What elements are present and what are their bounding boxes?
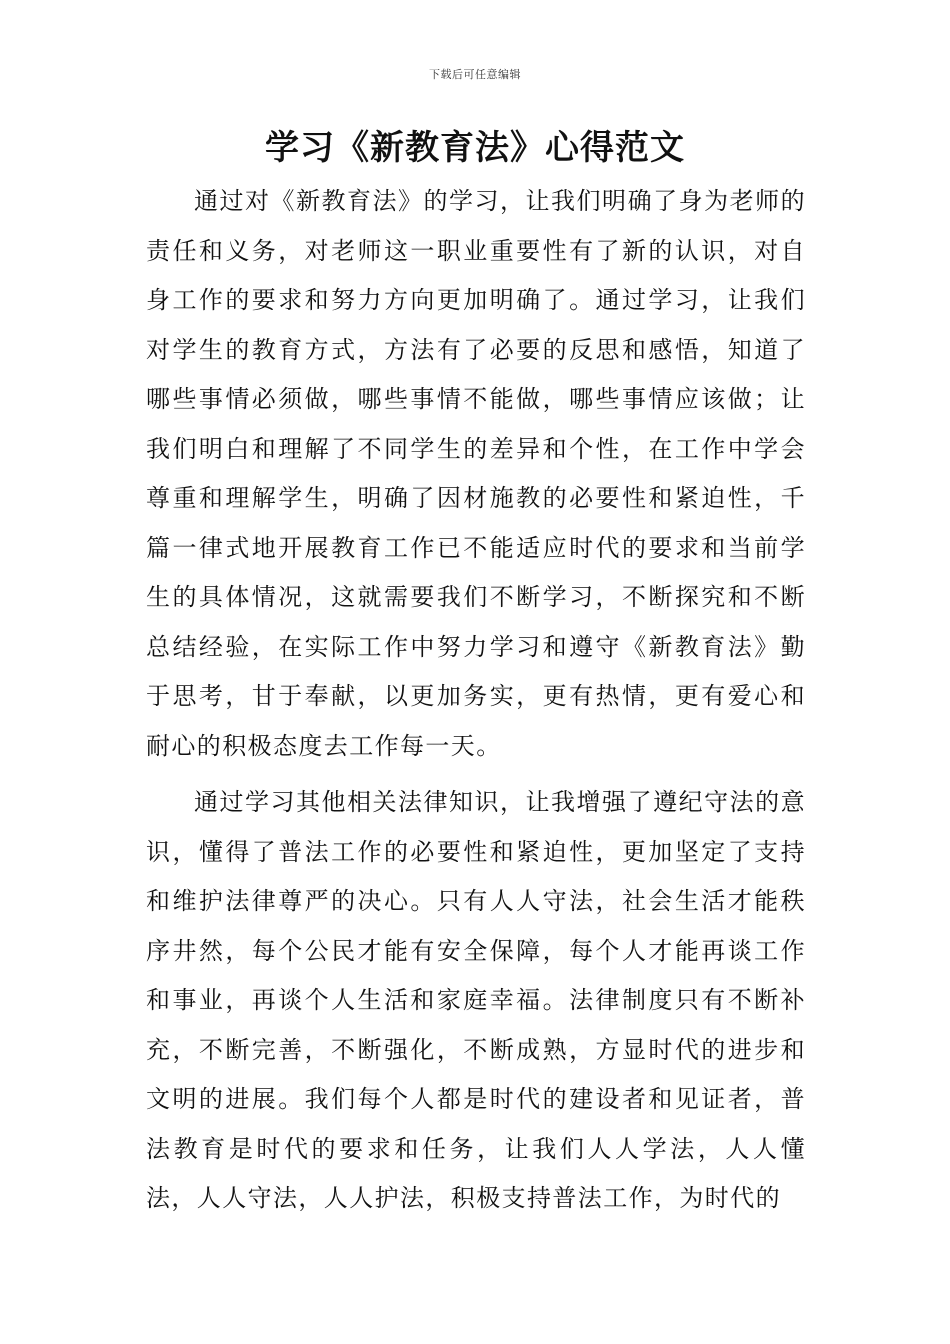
document-body bbox=[146, 177, 806, 1224]
document-title: 学习《新教育法》心得范文 bbox=[265, 128, 685, 168]
paragraph-2: 通过学习其他相关法律知识，让我增强了遵纪守法的意识，懂得了普法工作的必要性和紧迫性，更加坚定了支持和维护法律尊严的决心。只有人人守法，社会生活才能秩序井然，每个公民才能有安全保障，每个人才能再谈工作和事业，再谈个人生活和家庭幸福。法律制度只有不断补充，不断完善，不断强化，不断成熟，方显时代的进步和文明的进展。我们每个人都是时代的建设者和见证者，普法教育是时代的要求和任务，让我们人人学法，人人懂法，人人守法，人人护法，积极支持普法工作，为时代的 bbox=[146, 788, 806, 1212]
header-note: 下载后可任意编辑 bbox=[429, 68, 521, 81]
paragraph-1: 通过对《新教育法》的学习，让我们明确了身为老师的责任和义务，对老师这一职业重要性有了新的认识，对自身工作的要求和努力方向更加明确了。通过学习，让我们对学生的教育方式，方法有了必要的反思和感悟，知道了哪些事情必须做，哪些事情不能做，哪些事情应该做；让我们明白和理解了不同学生的差异和个性，在工作中学会尊重和理解学生，明确了因材施教的必要性和紧迫性，千篇一律式地开展教育工作已不能适应时代的要求和当前学生的具体情况，这就需要我们不断学习，不断探究和不断总结经验，在实际工作中努力学习和遵守《新教育法》勤于思考，甘于奉献，以更加务实，更有热情，更有爱心和耐心的积极态度去工作每一天。 bbox=[146, 187, 806, 760]
